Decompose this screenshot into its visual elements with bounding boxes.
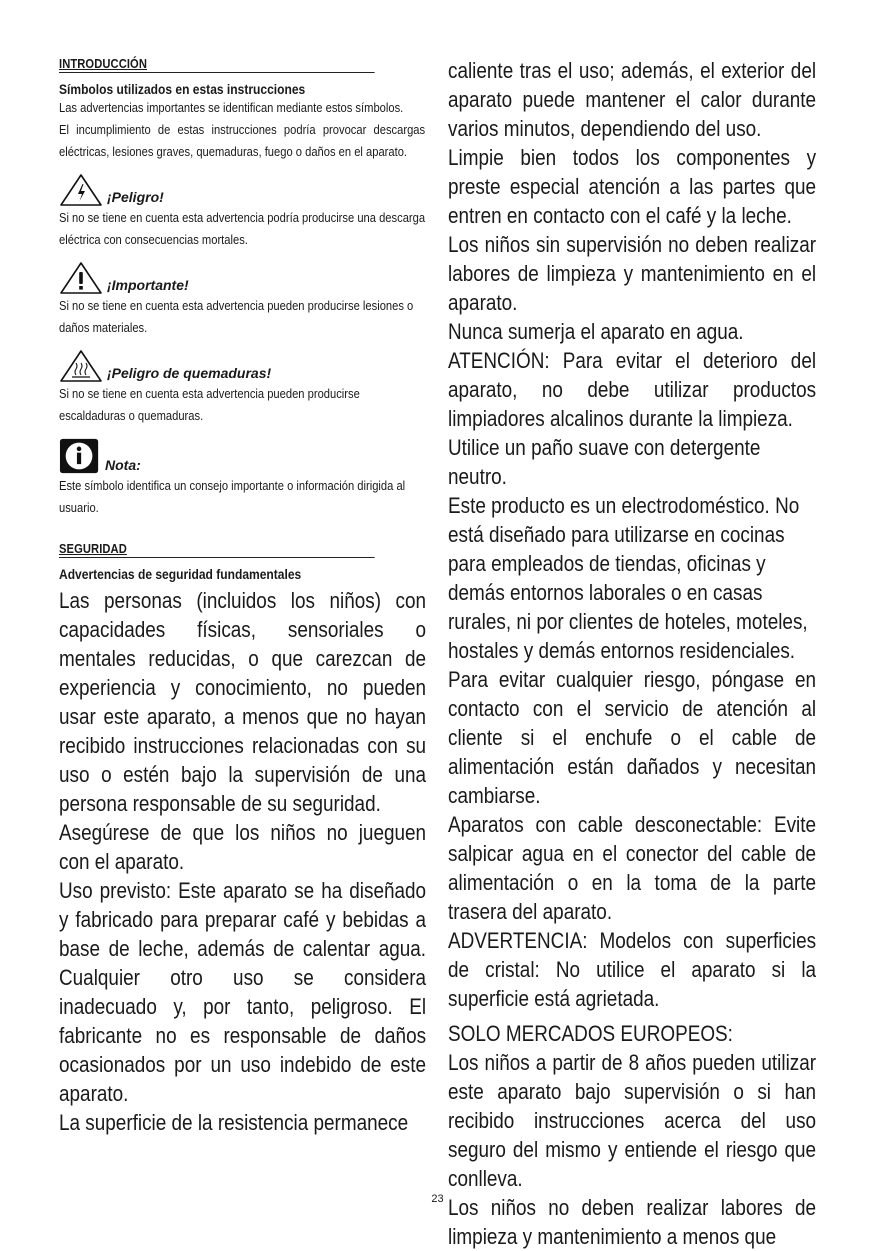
security-right-paragraph: Limpie bien todos los componentes y preste especial atención a las partes que entren en contacto con el café y la leche.	[448, 145, 817, 228]
eu-markets-heading: SOLO MERCADOS EUROPEOS:	[448, 1021, 733, 1046]
note-text: Este símbolo identifica un consejo importante o información dirigida al usuario.	[59, 478, 406, 515]
burn-symbol-row	[59, 349, 426, 383]
security-right-paragraph: Este producto es un electrodoméstico. No está diseñado para utilizarse en cocinas para empleados de tiendas, oficinas y demás entornos laborales o en casas rurales, ni por clientes de hoteles, moteles, hostales y demás entornos residenciales.	[448, 493, 808, 663]
important-symbol-row	[59, 261, 426, 295]
security-left-paragraph: Asegúrese de que los niños no jueguen con el aparato.	[59, 820, 427, 874]
eu-paragraph: Los niños a partir de 8 años pueden utilizar este aparato bajo supervisión o si han recibido instrucciones acerca del uso seguro del mismo y entiende el riesgo que conlleva.	[448, 1050, 817, 1191]
security-right-paragraph: ATENCIÓN: Para evitar el deterioro del aparato, no debe utilizar productos limpiadores alcalinos durante la limpieza.	[448, 348, 817, 431]
burn-label: ¡Peligro de quemaduras!	[107, 365, 272, 381]
eu-paragraph: Los niños no deben realizar labores de limpieza y mantenimiento a menos que	[448, 1195, 817, 1249]
security-right-paragraph: Para evitar cualquier riesgo, póngase en contacto con el servicio de atención al cliente si el enchufe o el cable de alimentación están dañados y necesitan cambiarse.	[448, 667, 817, 808]
security-right-paragraph: caliente tras el uso; además, el exterior del aparato puede mantener el calor durante varios minutos, dependiendo del uso.	[448, 58, 817, 141]
info-icon	[59, 437, 101, 475]
burn-text: Si no se tiene en cuenta esta advertencia pueden producirse escaldaduras o quemaduras.	[59, 386, 360, 423]
hot-surface-warning-icon	[59, 349, 103, 383]
danger-text: Si no se tiene en cuenta esta advertencia podría producirse una descarga eléctrica con consecuencias mortales.	[59, 210, 426, 247]
important-text: Si no se tiene en cuenta esta advertencia pueden producirse lesiones o daños materiales.	[59, 298, 414, 335]
security-right-paragraph: Utilice un paño suave con detergente neutro.	[448, 435, 761, 489]
danger-label: ¡Peligro!	[107, 189, 164, 205]
electric-warning-icon	[59, 173, 103, 207]
intro-paragraph-1: Las advertencias importantes se identifican mediante estos símbolos.	[59, 100, 404, 115]
security-heading: Advertencias de seguridad fundamentales	[59, 566, 302, 582]
security-right-paragraph: Los niños sin supervisión no deben realizar labores de limpieza y mantenimiento en el aparato.	[448, 232, 817, 315]
danger-symbol-row	[59, 173, 426, 207]
security-left-paragraph: Uso previsto: Este aparato se ha diseñado y fabricado para preparar café y bebidas a base de leche, además de calentar agua. Cualquier otro uso se considera inadecuado y, por tanto, peligroso. El fabricante no es responsable de daños ocasionados por un uso indebido de este aparato.	[59, 878, 427, 1106]
security-right-paragraph: ADVERTENCIA: Modelos con superficies de cristal: No utilice el aparato si la superficie está agrietada.	[448, 928, 817, 1011]
right-column	[448, 56, 816, 1251]
note-label: Nota:	[105, 457, 141, 473]
intro-paragraph-2: El incumplimiento de estas instrucciones podría provocar descargas eléctricas, lesiones graves, quemaduras, fuego o daños en el aparato.	[59, 122, 426, 159]
intro-section-title: INTRODUCCIÓN	[59, 56, 375, 73]
security-right-paragraph: Nunca sumerja el aparato en agua.	[448, 319, 744, 344]
note-symbol-row	[59, 437, 426, 475]
security-right-paragraph: Aparatos con cable desconectable: Evite salpicar agua en el conector del cable de alimentación o en la toma de la parte trasera del aparato.	[448, 812, 817, 924]
exclamation-warning-icon	[59, 261, 103, 295]
important-label: ¡Importante!	[107, 277, 189, 293]
symbols-heading: Símbolos utilizados en estas instrucciones	[59, 81, 306, 97]
page-number: 23	[431, 1193, 444, 1205]
security-left-paragraph: La superficie de la resistencia permanece	[59, 1110, 409, 1135]
security-section-title: SEGURIDAD	[59, 541, 375, 558]
security-left-paragraph: Las personas (incluidos los niños) con capacidades físicas, sensoriales o mentales reducidas, o que carezcan de experiencia y conocimiento, no pueden usar este aparato, a menos que no hayan recibido instrucciones relacionadas con su uso o estén bajo la supervisión de una persona responsable de su seguridad.	[59, 588, 427, 816]
left-column	[59, 56, 426, 1137]
